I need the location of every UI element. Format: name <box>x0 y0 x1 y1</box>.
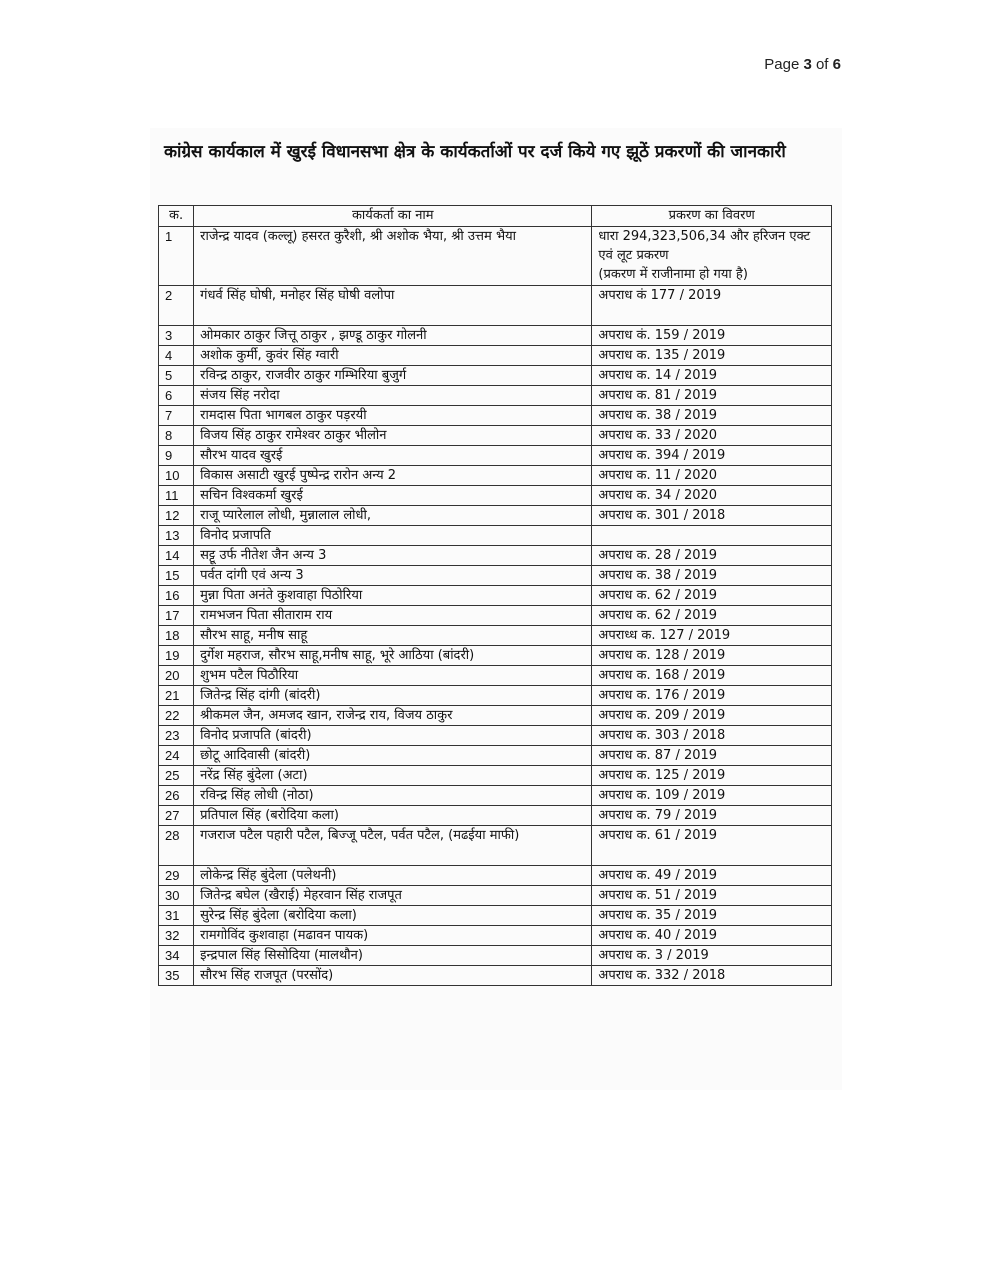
table-row <box>159 546 832 566</box>
document-title: कांग्रेस कार्यकाल में खुरई विधानसभा क्षेत्र के कार्यकर्ताओं पर दर्ज किये गए झूठें प्रकरणों की जानकारी <box>164 142 786 162</box>
page-indicator-prefix: Page <box>764 56 804 73</box>
row-worker-name: पर्वत दांगी एवं अन्य 3 <box>194 566 592 586</box>
row-case-details: अपराध क. 209 / 2019 <box>592 706 832 726</box>
row-serial-number: 31 <box>159 906 194 926</box>
table-row <box>159 666 832 686</box>
row-case-details: अपराध क. 62 / 2019 <box>592 586 832 606</box>
table-row <box>159 586 832 606</box>
row-serial-number: 30 <box>159 886 194 906</box>
row-case-details: अपराध क. 38 / 2019 <box>592 406 832 426</box>
table-row <box>159 766 832 786</box>
row-case-details: अपराध क. 38 / 2019 <box>592 566 832 586</box>
row-worker-name: गंधर्व सिंह घोषी, मनोहर सिंह घोषी वलोपा <box>194 286 592 326</box>
row-serial-number: 20 <box>159 666 194 686</box>
row-case-details: अपराध क. 168 / 2019 <box>592 666 832 686</box>
table-row <box>159 346 832 366</box>
row-case-details: अपराध क. 14 / 2019 <box>592 366 832 386</box>
table-row <box>159 426 832 446</box>
row-worker-name: सट्टू उर्फ नीतेश जैन अन्य 3 <box>194 546 592 566</box>
row-worker-name: मुन्ना पिता अनंते कुशवाहा पिठोरिया <box>194 586 592 606</box>
row-case-details: अपराध क. 301 / 2018 <box>592 506 832 526</box>
table-row <box>159 906 832 926</box>
row-case-details: अपराध क. 79 / 2019 <box>592 806 832 826</box>
table-row <box>159 686 832 706</box>
row-serial-number: 28 <box>159 826 194 866</box>
row-worker-name: रामभजन पिता सीताराम राय <box>194 606 592 626</box>
row-case-details: अपराध क. 109 / 2019 <box>592 786 832 806</box>
table-header-row <box>159 206 832 227</box>
row-serial-number: 7 <box>159 406 194 426</box>
row-worker-name: ओमकार ठाकुर जित्तू ठाकुर , झण्डू ठाकुर गोलनी <box>194 326 592 346</box>
row-serial-number: 14 <box>159 546 194 566</box>
row-case-details: अपराध क. 51 / 2019 <box>592 886 832 906</box>
row-case-details: अपराध क. 81 / 2019 <box>592 386 832 406</box>
row-worker-name: सचिन विश्वकर्मा खुरई <box>194 486 592 506</box>
row-case-details: अपराध क. 35 / 2019 <box>592 906 832 926</box>
row-worker-name: श्रीकमल जैन, अमजद खान, राजेन्द्र राय, विजय ठाकुर <box>194 706 592 726</box>
row-case-details: अपराध क. 49 / 2019 <box>592 866 832 886</box>
row-worker-name: विकास असाटी खुरई पुष्पेन्द्र रारोन अन्य 2 <box>194 466 592 486</box>
row-serial-number: 12 <box>159 506 194 526</box>
row-case-details: अपराध क. 394 / 2019 <box>592 446 832 466</box>
row-serial-number: 6 <box>159 386 194 406</box>
table-row <box>159 406 832 426</box>
row-worker-name: नरेंद्र सिंह बुंदेला (अटा) <box>194 766 592 786</box>
row-case-details: अपराध क. 87 / 2019 <box>592 746 832 766</box>
table-row <box>159 946 832 966</box>
row-worker-name: दुर्गेश महराज, सौरभ साहू,मनीष साहू, भूरे आठिया (बांदरी) <box>194 646 592 666</box>
row-serial-number: 19 <box>159 646 194 666</box>
table-row <box>159 227 832 286</box>
row-serial-number: 29 <box>159 866 194 886</box>
row-case-details: अपराध क. 33 / 2020 <box>592 426 832 446</box>
table-row <box>159 486 832 506</box>
row-worker-name: रामगोविंद कुशवाहा (मढावन पायक) <box>194 926 592 946</box>
table-row <box>159 446 832 466</box>
table-row <box>159 466 832 486</box>
row-worker-name: जितेन्द्र सिंह दांगी (बांदरी) <box>194 686 592 706</box>
row-case-details <box>592 526 832 546</box>
row-worker-name: छोटू आदिवासी (बांदरी) <box>194 746 592 766</box>
row-case-details: अपराध क. 40 / 2019 <box>592 926 832 946</box>
page-indicator-of: of <box>811 56 833 73</box>
table-row <box>159 386 832 406</box>
table-row <box>159 506 832 526</box>
row-case-details: अपराध क. 332 / 2018 <box>592 966 832 986</box>
header-case-details: प्रकरण का विवरण <box>592 206 832 227</box>
row-worker-name: प्रतिपाल सिंह (बरोदिया कला) <box>194 806 592 826</box>
row-serial-number: 21 <box>159 686 194 706</box>
page-indicator <box>764 56 841 73</box>
table-row <box>159 966 832 986</box>
table-row <box>159 826 832 866</box>
table-row <box>159 526 832 546</box>
row-worker-name: विजय सिंह ठाकुर रामेश्वर ठाकुर भीलोन <box>194 426 592 446</box>
row-serial-number: 9 <box>159 446 194 466</box>
row-serial-number: 17 <box>159 606 194 626</box>
row-worker-name: रविन्द्र ठाकुर, राजवीर ठाकुर गम्भिरिया बुजुर्ग <box>194 366 592 386</box>
table-row <box>159 886 832 906</box>
row-worker-name: रविन्द्र सिंह लोधी (नोठा) <box>194 786 592 806</box>
row-serial-number: 34 <box>159 946 194 966</box>
row-worker-name: राजू प्यारेलाल लोधी, मुन्नालाल लोधी, <box>194 506 592 526</box>
row-serial-number: 22 <box>159 706 194 726</box>
row-serial-number: 32 <box>159 926 194 946</box>
row-case-details: अपराध क. 61 / 2019 <box>592 826 832 866</box>
row-serial-number: 15 <box>159 566 194 586</box>
row-serial-number: 3 <box>159 326 194 346</box>
table-body <box>159 227 832 986</box>
row-worker-name: गजराज पटैल पहारी पटैल, बिज्जू पटैल, पर्वत पटैल, (मढईया माफी) <box>194 826 592 866</box>
row-worker-name: सौरभ सिंह राजपूत (परसोंद) <box>194 966 592 986</box>
row-worker-name: लोकेन्द्र सिंह बुंदेला (पलेथनी) <box>194 866 592 886</box>
table-row <box>159 806 832 826</box>
table-row <box>159 706 832 726</box>
table-row <box>159 646 832 666</box>
row-case-details: धारा 294,323,506,34 और हरिजन एक्ट एवं लूट प्रकरण (प्रकरण में राजीनामा हो गया है) <box>592 227 832 286</box>
table-row <box>159 726 832 746</box>
row-serial-number: 24 <box>159 746 194 766</box>
table-row <box>159 626 832 646</box>
table-row <box>159 606 832 626</box>
row-case-details: अपराध क. 28 / 2019 <box>592 546 832 566</box>
row-case-details: अपराध कं 177 / 2019 <box>592 286 832 326</box>
row-worker-name: सौरभ साहू, मनीष साहू <box>194 626 592 646</box>
row-worker-name: विनोद प्रजापति <box>194 526 592 546</box>
row-case-details: अपराध कं. 159 / 2019 <box>592 326 832 346</box>
table-row <box>159 926 832 946</box>
page-current: 3 <box>803 56 812 73</box>
row-worker-name: अशोक कुर्मी, कुवंर सिंह ग्वारी <box>194 346 592 366</box>
row-serial-number: 1 <box>159 227 194 286</box>
row-worker-name: रामदास पिता भागबल ठाकुर पड़रयी <box>194 406 592 426</box>
row-case-details: अपराध क. 34 / 2020 <box>592 486 832 506</box>
table-row <box>159 746 832 766</box>
header-serial-number: क. <box>159 206 194 227</box>
cases-table <box>158 205 832 986</box>
row-worker-name: सौरभ यादव खुरई <box>194 446 592 466</box>
page-total: 6 <box>832 56 841 73</box>
row-worker-name: संजय सिंह नरोदा <box>194 386 592 406</box>
row-case-details: अपराध क. 176 / 2019 <box>592 686 832 706</box>
row-case-details: अपराध क. 125 / 2019 <box>592 766 832 786</box>
row-worker-name: इन्द्रपाल सिंह सिसोदिया (मालथौन) <box>194 946 592 966</box>
row-serial-number: 10 <box>159 466 194 486</box>
row-serial-number: 13 <box>159 526 194 546</box>
table-row <box>159 286 832 326</box>
row-serial-number: 5 <box>159 366 194 386</box>
row-case-details: अपराध्ध क. 127 / 2019 <box>592 626 832 646</box>
row-case-details: अपराध क. 3 / 2019 <box>592 946 832 966</box>
row-worker-name: जितेन्द्र बघेल (खैराई) मेहरवान सिंह राजपूत <box>194 886 592 906</box>
table-row <box>159 566 832 586</box>
row-serial-number: 18 <box>159 626 194 646</box>
row-serial-number: 11 <box>159 486 194 506</box>
row-serial-number: 27 <box>159 806 194 826</box>
table-row <box>159 326 832 346</box>
row-serial-number: 8 <box>159 426 194 446</box>
row-case-details: अपराध क. 135 / 2019 <box>592 346 832 366</box>
row-serial-number: 35 <box>159 966 194 986</box>
row-worker-name: राजेन्द्र यादव (कल्लू) हसरत कुरैशी, श्री अशोक भैया, श्री उत्तम भैया <box>194 227 592 286</box>
row-case-details: अपराध क. 128 / 2019 <box>592 646 832 666</box>
row-serial-number: 2 <box>159 286 194 326</box>
row-serial-number: 4 <box>159 346 194 366</box>
row-worker-name: विनोद प्रजापति (बांदरी) <box>194 726 592 746</box>
row-serial-number: 23 <box>159 726 194 746</box>
row-serial-number: 16 <box>159 586 194 606</box>
row-case-details: अपराध क. 62 / 2019 <box>592 606 832 626</box>
row-worker-name: शुभम पटैल पिठौरिया <box>194 666 592 686</box>
header-worker-name: कार्यकर्ता का नाम <box>194 206 592 227</box>
table-row <box>159 366 832 386</box>
table-row <box>159 786 832 806</box>
row-case-details: अपराध क. 11 / 2020 <box>592 466 832 486</box>
row-worker-name: सुरेन्द्र सिंह बुंदेला (बरोदिया कला) <box>194 906 592 926</box>
row-case-details: अपराध क. 303 / 2018 <box>592 726 832 746</box>
row-serial-number: 26 <box>159 786 194 806</box>
row-serial-number: 25 <box>159 766 194 786</box>
table-row <box>159 866 832 886</box>
